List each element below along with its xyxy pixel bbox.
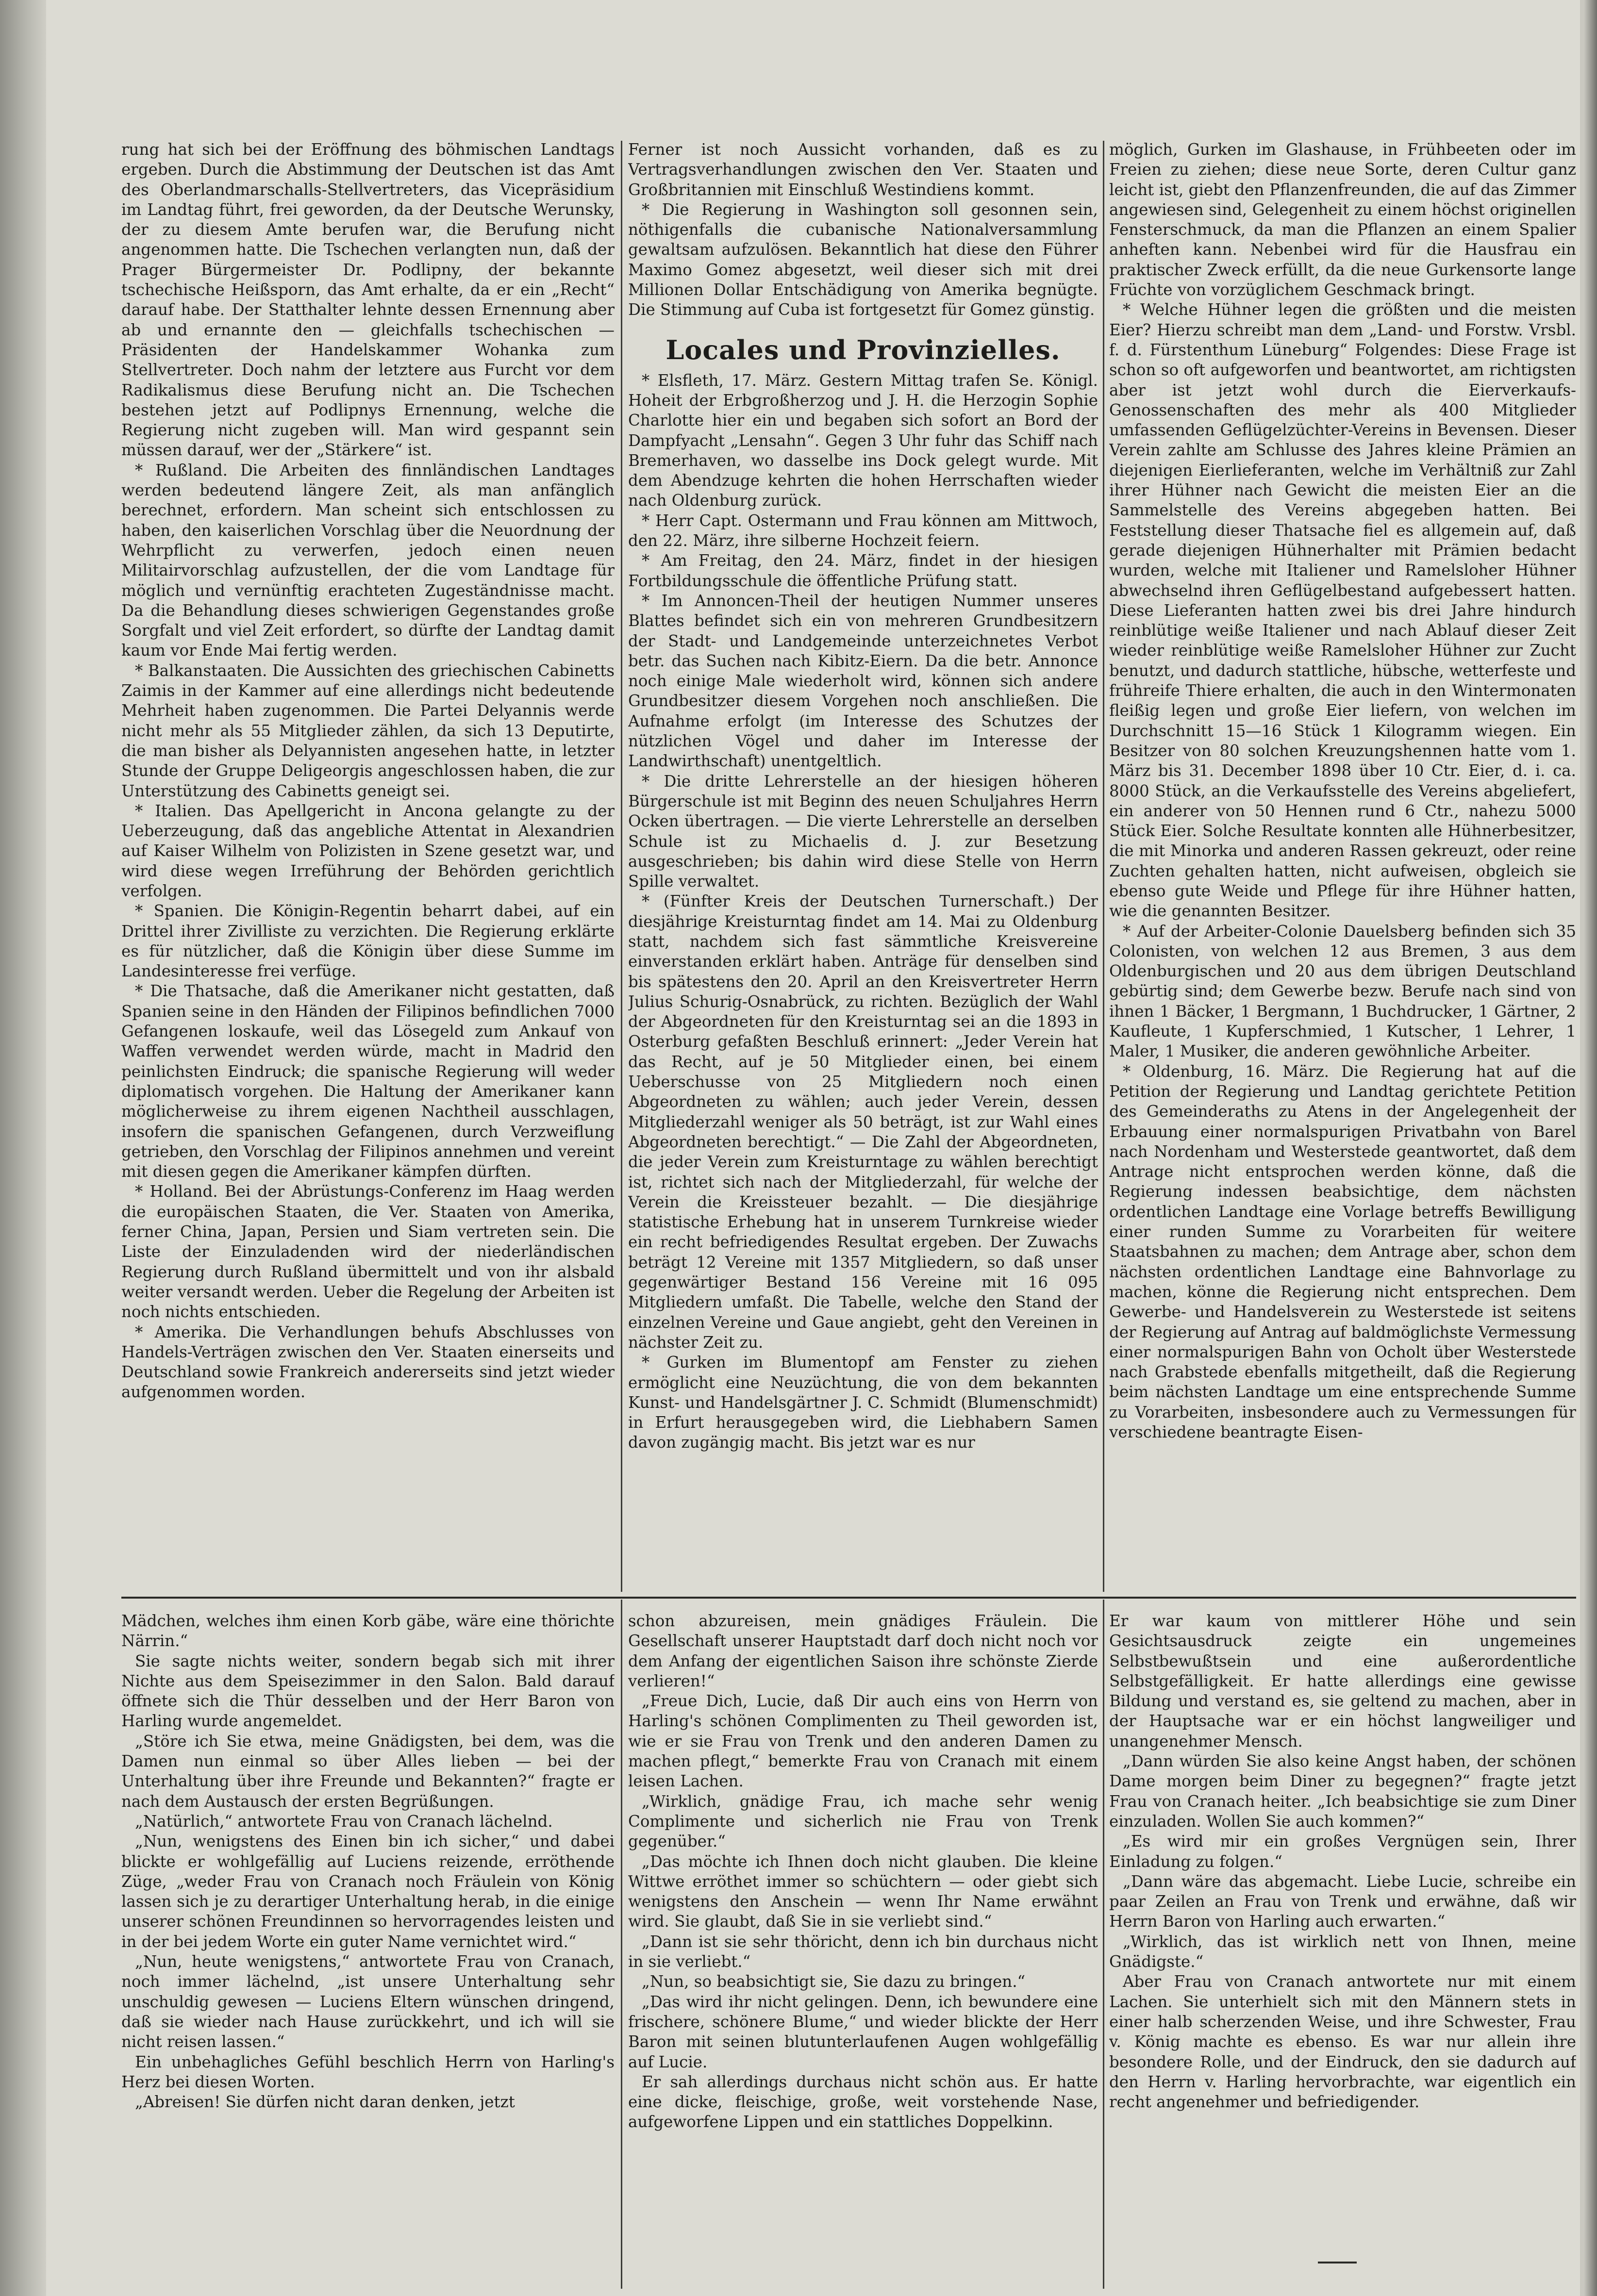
story-paragraph: „Freue Dich, Lucie, daß Dir auch eins von Herrn von Harling's schönen Complimenten zu Theil geworden ist, wie er sie Frau von Trenk und den anderen Damen zu machen pflegt,“ bemerkte Frau von Cranach mit einem leisen Lachen. xyxy=(628,1692,1098,1791)
article-paragraph: Ferner ist noch Aussicht vorhanden, daß es zu Vertragsverhandlungen zwischen den Ver. Staaten und Großbritannien mit Einschluß Westindiens kommt. xyxy=(628,140,1098,199)
story-paragraph: „Das möchte ich Ihnen doch nicht glauben. Die kleine Wittwe erröthet immer so schüchtern — oder giebt sich wenigstens den Anschein — wenn Ihr Name erwähnt wird. Sie glaubt, daß Sie in sie verliebt sind.“ xyxy=(628,1852,1098,1931)
section-heading: Locales und Provinzielles. xyxy=(665,334,1061,365)
story-paragraph: Ein unbehagliches Gefühl beschlich Herrn von Harling's Herz bei diesen Worten. xyxy=(121,2052,615,2091)
article-paragraph: * Am Freitag, den 24. März, findet in der hiesigen Fortbildungsschule die öffentliche Prüfung statt. xyxy=(628,551,1098,590)
story-paragraph: „Abreisen! Sie dürfen nicht daran denken, jetzt xyxy=(135,2093,515,2112)
story-paragraph: „Störe ich Sie etwa, meine Gnädigsten, bei dem, was die Damen nun einmal so über Alles lieben — bei der Unterhaltung über ihre Freunde und Bekannten?“ fragte er nach dem Austausch der ersten Begrüßungen. xyxy=(121,1732,615,1811)
column-rule-2 xyxy=(1103,141,1104,1592)
article-paragraph: * Herr Capt. Ostermann und Frau können am Mittwoch, den 22. März, ihre silberne Hochzeit feiern. xyxy=(628,511,1098,550)
article-huehner: * Welche Hühner legen die größten und die meisten Eier? Hierzu schreibt man dem „Land- und Forstw. Vrsbl. f. d. Fürstenthum Lüneburg“ Folgendes: Diese Frage ist schon so oft aufgeworfen und beantwortet, am richtigsten aber ist jetzt wohl durch die Eierverkaufs-Genossenschaften des mehr als 400 Mitglieder umfassenden Geflügelzüchter-Vereins in Bevensen. Dieser Verein zahlte am Schlusse des Jahres kleine Prämien an diejenigen Eierlieferanten, welche im Verhältniß zur Zahl ihrer Hühner nach Gewicht die meisten Eier an die Sammelstelle des Vereins abgegeben hatten. Bei Feststellung dieser Thatsache fiel es allgemein auf, daß gerade diejenigen Hühnerhalter mit Prämien bedacht wurden, welche mit Italiener und Ramelsloher Hühner abwechselnd ihren Geflügelbestand aufgebessert hatten. Diese Lieferanten hatten zwei bis drei Jahre hindurch reinblütige weiße Italiener und nach Ablauf dieser Zeit wieder reinblütige weiße Ramelsloher Hühner zur Zucht benutzt, und dadurch stattliche, hübsche, wetterfeste und frühreife Thiere erhalten, die auch in den Wintermonaten fleißig legen und große Eier liefern, von welchen im Durchschnitt 15—16 Stück 1 Kilogramm wiegen. Ein Besitzer von 80 solchen Kreuzungshennen hatte vom 1. März bis 31. December 1898 über 10 Ctr. Eier, d. i. ca. 8000 Stück, an die Verkaufsstelle des Vereins abgeliefert, ein anderer von 50 Hennen rund 6 Ctr., nahezu 5000 Stück Eier. Solche Resultate konnten alle Hühnerbesitzer, die mit Minorka und anderen Rassen gekreuzt, oder reine Zuchten gehalten hatten, nicht aufweisen, obgleich sie ebenso gute Weide und Pflege für ihre Hühner hatten, wie die genannten Besitzer. xyxy=(1109,300,1576,921)
column-rule-1 xyxy=(621,141,622,1592)
article-paragraph: * Die Thatsache, daß die Amerikaner nicht gestatten, daß Spanien seine in den Händen der Filipinos befindlichen 7000 Gefangenen loskaufe, weil das Lösegeld zum Ankauf von Waffen verwendet werden würde, macht in Madrid den peinlichsten Eindruck; die spanische Regierung will weder diplomatisch vorgehen. Die Haltung der Amerikaner kann möglicherweise zu ihrem eigenen Nachtheil ausschlagen, insofern die spanischen Gefangenen, durch Verzweiflung getrieben, den Vorschlag der Filipinos annehmen und vereint mit diesen gegen die Amerikaner kämpfen dürften. xyxy=(121,982,615,1181)
article-paragraph: rung hat sich bei der Eröffnung des böhmischen Landtags ergeben. Durch die Abstimmung der Deutschen ist das Amt des Oberlandmarschalls-Stellvertreters, das Vicepräsidium im Landtag führt, frei geworden, da der Deutsche Werunsky, der zu diesem Amte berufen war, die Berufung nicht angenommen hatte. Die Tschechen verlangten nun, daß der Prager Bürgermeister Dr. Podlipny, der bekannte tschechische Heißsporn, das Amt erhalte, da er ein „Recht“ darauf habe. Der Statthalter lehnte dessen Ernennung aber ab und ernannte den — gleichfalls tschechischen — Präsidenten der Handelskammer Wohanka zum Stellvertreter. Doch nahm der letztere aus Furcht vor dem Radikalismus diese Berufung nicht an. Die Tschechen bestehen jetzt auf Podlipnys Ernennung, welche die Regierung nicht zugeben will. Man wird gespannt sein müssen darauf, wer der „Stärkere“ ist. xyxy=(121,140,615,460)
news-column-2 xyxy=(628,140,1098,1589)
page-right-edge xyxy=(1584,0,1597,2296)
feuilleton-rule-1 xyxy=(621,1600,622,2289)
article-amerika: * Amerika. Die Verhandlungen behufs Abschlusses von Handels-Verträgen zwischen den Ver. Staaten einerseits und Deutschland sowie Frankreich andererseits sind jetzt wieder aufgenommen worden. xyxy=(121,1322,615,1402)
article-elsfleth: * Elsfleth, 17. März. Gestern Mittag trafen Se. Königl. Hoheit der Erbgroßherzog und J. H. die Herzogin Sophie Charlotte hier ein und begaben sich sofort an Bord der Dampfyacht „Lensahn“. Gegen 3 Uhr fuhr das Schiff nach Bremerhaven, wo dasselbe ins Dock gelegt wurde. Mit dem Abendzuge kehrten die hohen Herrschaften wieder nach Oldenburg zurück. xyxy=(628,371,1098,510)
feuilleton-column-2 xyxy=(628,1611,1098,2288)
story-paragraph: „Wirklich, das ist wirklich nett von Ihnen, meine Gnädigste.“ xyxy=(1109,1932,1576,1971)
feuilleton-column-1 xyxy=(121,1611,615,2288)
story-paragraph: Mädchen, welches ihm einen Korb gäbe, wäre eine thörichte Närrin.“ xyxy=(121,1612,615,1651)
end-mark xyxy=(1318,2262,1357,2263)
article-italien: * Italien. Das Apellgericht in Ancona gelangte zu der Ueberzeugung, daß das angebliche Attentat in Alexandrien auf Kaiser Wilhelm von Polizisten in Szene gesetzt war, und wird diese wegen Irreführung der Behörden gerichtlich verfolgen. xyxy=(121,801,615,900)
feuilleton-separator xyxy=(121,1597,1576,1599)
feuilleton-rule-2 xyxy=(1103,1600,1104,2289)
article-paragraph: * Im Annoncen-Theil der heutigen Nummer unseres Blattes befindet sich ein von mehreren Grundbesitzern der Stadt- und Landgemeinde unterzeichnetes Verbot betr. das Suchen nach Kibitz-Eiern. Da die betr. Annonce noch einige Male wiederholt wird, können sich andere Grundbesitzer diesem Vorgehen noch anschließen. Die Aufnahme erfolgt (im Interesse des Schutzes der nützlichen Vögel und daher im Interesse der Landwirthschaft) unentgeltlich. xyxy=(628,591,1098,771)
story-paragraph: „Es wird mir ein großes Vergnügen sein, Ihrer Einladung zu folgen.“ xyxy=(1109,1832,1576,1871)
article-oldenburg: * Oldenburg, 16. März. Die Regierung hat auf die Petition der Regierung und Landtag gerichtete Petition des Gemeinderaths zu Atens in der Angelegenheit der Erbauung einer normalspurigen Privatbahn von Barel nach Nordenham und Westerstede geantwortet, daß dem Antrage nicht entsprochen werden könne, daß die Regierung indessen beabsichtige, dem nächsten ordentlichen Landtage eine Vorlage betreffs Bewilligung einer runden Summe zu Vorarbeiten für weitere Staatsbahnen zu machen; dem Antrage aber, schon dem nächsten ordentlichen Landtage eine Bahnvorlage zu machen, könne die Regierung nicht entsprechen. Dem Gewerbe- und Handelsverein zu Westerstede ist seitens der Regierung auf Antrag auf baldmöglichste Vermessung einer normalspurigen Bahn von Ocholt über Westerstede nach Grabstede ebenfalls mitgetheilt, daß die Regierung beim nächsten Landtage um eine entsprechende Summe zu Vorarbeiten, insbesondere auch zu Vermessungen für verschiedene beantragte Eisen- xyxy=(1109,1062,1576,1441)
story-paragraph: Aber Frau von Cranach antwortete nur mit einem Lachen. Sie unterhielt sich mit den Männern stets in einer halb scherzenden Weise, und ihre Schwester, Frau v. König machte es ebenso. Es war nur allein ihre besondere Rolle, und der Eindruck, den sie dadurch auf den Herrn v. Harling hervorbrachte, war eigentlich ein recht angenehmer und befriedigender. xyxy=(1109,1972,1576,2112)
story-paragraph: „Wirklich, gnädige Frau, ich mache sehr wenig Complimente und sicherlich nie Frau von Trenk gegenüber.“ xyxy=(628,1792,1098,1851)
article-holland: * Holland. Bei der Abrüstungs-Conferenz im Haag werden die europäischen Staaten, die Ver. Staaten von Amerika, ferner China, Japan, Persien und Siam vertreten sein. Die Liste der Einzuladenden wird der niederländischen Regierung durch Rußland übermittelt und von ihr alsbald weiter versandt werden. Ueber die Regelung der Arbeiten ist noch nichts entschieden. xyxy=(121,1182,615,1321)
story-paragraph: „Dann wäre das abgemacht. Liebe Lucie, schreibe ein paar Zeilen an Frau von Trenk und erwähne, daß wir Herrn Baron von Harling auch erwarten.“ xyxy=(1109,1872,1576,1931)
article-paragraph: * Die dritte Lehrerstelle an der hiesigen höheren Bürgerschule ist mit Beginn des neuen Schuljahres Herrn Ocken übertragen. — Die vierte Lehrerstelle an derselben Schule ist zu Michaelis d. J. zur Besetzung ausgeschrieben; bis dahin wird diese Stelle von Herrn Spille verwaltet. xyxy=(628,772,1098,891)
story-paragraph: schon abzureisen, mein gnädiges Fräulein. Die Gesellschaft unserer Hauptstadt darf doch nicht noch vor dem Anfang der eigentlichen Saison ihre schönste Zierde verlieren!“ xyxy=(628,1612,1098,1690)
article-paragraph: möglich, Gurken im Glashause, in Frühbeeten oder im Freien zu ziehen; diese neue Sorte, deren Cultur ganz leicht ist, giebt den Pflanzenfreunden, die auf das Zimmer angewiesen sind, Gelegenheit zu einem höchst originellen Fensterschmuck, da man die Pflanzen an einem Spalier anheften kann. Nebenbei wird für die Hausfrau ein praktischer Zweck erfüllt, da die neue Gurkensorte lange Früchte von vorzüglichem Geschmack bringt. xyxy=(1109,140,1576,299)
story-paragraph: Er war kaum von mittlerer Höhe und sein Gesichtsausdruck zeigte ein ungemeines Selbstbewußtsein und eine außerordentliche Selbstgefälligkeit. Er hatte allerdings eine gewisse Bildung und verstand es, sie geltend zu machen, aber in der Hauptsache war er ein höchst langweiliger und unangenehmer Mensch. xyxy=(1109,1612,1576,1751)
article-paragraph: * Die Regierung in Washington soll gesonnen sein, nöthigenfalls die cubanische Nationalversammlung gewaltsam aufzulösen. Bekanntlich hat diese den Führer Maximo Gomez abgesetzt, weil dieser sich mit drei Millionen Dollar Entschädigung von Amerika begnügte. Die Stimmung auf Cuba ist fortgesetzt für Gomez günstig. xyxy=(628,200,1098,319)
story-paragraph: „Das wird ihr nicht gelingen. Denn, ich bewundere eine frischere, schönere Blume,“ und wieder blickte der Herr Baron mit seinen blutunterlaufenen Augen wohlgefällig auf Lucie. xyxy=(628,1992,1098,2071)
story-paragraph: „Nun, so beabsichtigt sie, Sie dazu zu bringen.“ xyxy=(642,1972,1026,1991)
story-paragraph: „Natürlich,“ antwortete Frau von Cranach lächelnd. xyxy=(135,1812,553,1831)
article-turnerschaft: * (Fünfter Kreis der Deutschen Turnerschaft.) Der diesjährige Kreisturntag findet am 14. Mai zu Oldenburg statt, nachdem sich fast sämmtliche Kreisvereine einverstanden erklärt haben. Anträge für denselben sind bis spätestens den 20. April an den Kreisvertreter Herrn Julius Schurig-Osnabrück, zu richten. Bezüglich der Wahl der Abgeordneten für den Kreisturntag sei an die 1893 in Osterburg gefaßten Beschluß erinnert: „Jeder Verein hat das Recht, auf je 50 Mitglieder einen, bei einem Ueberschusse von 25 Mitgliedern noch einen Abgeordneten zu wählen; auch jeder Verein, dessen Mitgliederzahl weniger als 50 beträgt, ist zur Wahl eines Abgeordneten berechtigt.“ — Die Zahl der Abgeordneten, die jeder Verein zum Kreisturntage zu wählen berechtigt ist, richtet sich nach der Mitgliederzahl, für welche der Verein die Kreissteuer bezahlt. — Die diesjährige statistische Erhebung hat in unserem Turnkreise wieder ein recht befriedigendes Resultat ergeben. Der Zuwachs beträgt 12 Vereine mit 1357 Mitgliedern, so daß unser gegenwärtiger Bestand 156 Vereine mit 16 095 Mitgliedern umfaßt. Die Tabelle, welche den Stand der einzelnen Vereine und Gaue angiebt, geht den Vereinen in nächster Zeit zu. xyxy=(628,892,1098,1352)
story-paragraph: „Nun, heute wenigstens,“ antwortete Frau von Cranach, noch immer lächelnd, „ist unsere Unterhaltung sehr unschuldig gewesen — Luciens Eltern wünschen dringend, daß sie wieder nach Hause zurückkehrt, und ich will sie nicht reisen lassen.“ xyxy=(121,1952,615,2051)
story-paragraph: Sie sagte nichts weiter, sondern begab sich mit ihrer Nichte aus dem Speisezimmer in den Salon. Bald darauf öffnete sich die Thür desselben und der Herr Baron von Harling wurde angemeldet. xyxy=(121,1652,615,1731)
article-spanien: * Spanien. Die Königin-Regentin beharrt dabei, auf ein Drittel ihrer Zivilliste zu verzichten. Die Regierung erklärte es für nützlicher, daß die Königin über diese Summe im Landesinteresse frei verfüge. xyxy=(121,902,615,981)
story-paragraph: Er sah allerdings durchaus nicht schön aus. Er hatte eine dicke, fleischige, große, weit vorstehende Nase, aufgeworfene Lippen und ein stattliches Doppelkinn. xyxy=(628,2072,1098,2131)
story-paragraph: „Nun, wenigstens des Einen bin ich sicher,“ und dabei blickte er wohlgefällig auf Luciens reizende, erröthende Züge, „weder Frau von Cranach noch Fräulein von König lassen sich je zu derartiger Unterhaltung herab, in die einige unserer schönen Freundinnen so hervorragendes leisten und in der bei jedem Worte ein guter Name vernichtet wird.“ xyxy=(121,1832,615,1951)
news-column-3 xyxy=(1109,140,1576,1589)
article-russland: * Rußland. Die Arbeiten des finnländischen Landtages werden bedeutend längere Zeit, als man anfänglich berechnet, erfordern. Man scheint sich entschlossen zu haben, den kaiserlichen Vorschlag über die Neuordnung der Wehrpflicht zu verwerfen, jedoch einen neuen Militairvorschlag aufzustellen, der die vom Landtage für möglich und vernünftig erachteten Zugeständnisse macht. Da die Behandlung dieses schwierigen Gegenstandes große Sorgfalt und viel Zeit erfordert, so dürfte der Landtag damit kaum vor Ende Mai fertig werden. xyxy=(121,461,615,660)
story-paragraph: „Dann ist sie sehr thöricht, denn ich bin durchaus nicht in sie verliebt.“ xyxy=(628,1932,1098,1971)
article-gurken: * Gurken im Blumentopf am Fenster zu ziehen ermöglicht eine Neuzüchtung, die von dem bekannten Kunst- und Handelsgärtner J. C. Schmidt (Blumenschmidt) in Erfurt herausgegeben wird, die Liebhabern Samen davon zugängig macht. Bis jetzt war es nur xyxy=(628,1353,1098,1452)
feuilleton-column-3 xyxy=(1109,1611,1576,2288)
page-binding-edge xyxy=(0,0,46,2296)
story-paragraph: „Dann würden Sie also keine Angst haben, der schönen Dame morgen beim Diner zu begegnen?“ fragte jetzt Frau von Cranach heiter. „Ich beabsichtige sie zum Diner einzuladen. Wollen Sie auch kommen?“ xyxy=(1109,1752,1576,1831)
news-column-1 xyxy=(121,140,615,1589)
article-balkanstaaten: * Balkanstaaten. Die Aussichten des griechischen Cabinetts Zaimis in der Kammer auf eine allerdings nicht bedeutende Mehrheit haben zugenommen. Die Partei Delyannis werde nicht mehr als 55 Mitglieder zählen, da sich 13 Deputirte, die man bisher als Delyannisten angesehen hatte, in letzter Stunde der Gruppe Deligeorgis angeschlossen haben, die zur Unterstützung des Cabinetts geneigt sei. xyxy=(121,661,615,800)
article-arbeiter-colonie: * Auf der Arbeiter-Colonie Dauelsberg befinden sich 35 Colonisten, von welchen 12 aus Bremen, 3 aus dem Oldenburgischen und 20 aus dem übrigen Deutschland gebürtig sind; dem Gewerbe bezw. Berufe nach sind von ihnen 1 Bäcker, 1 Bergmann, 1 Buchdrucker, 1 Gärtner, 2 Kaufleute, 1 Kupferschmied, 1 Kutscher, 1 Lehrer, 1 Maler, 1 Musiker, die anderen gewöhnliche Arbeiter. xyxy=(1109,922,1576,1061)
